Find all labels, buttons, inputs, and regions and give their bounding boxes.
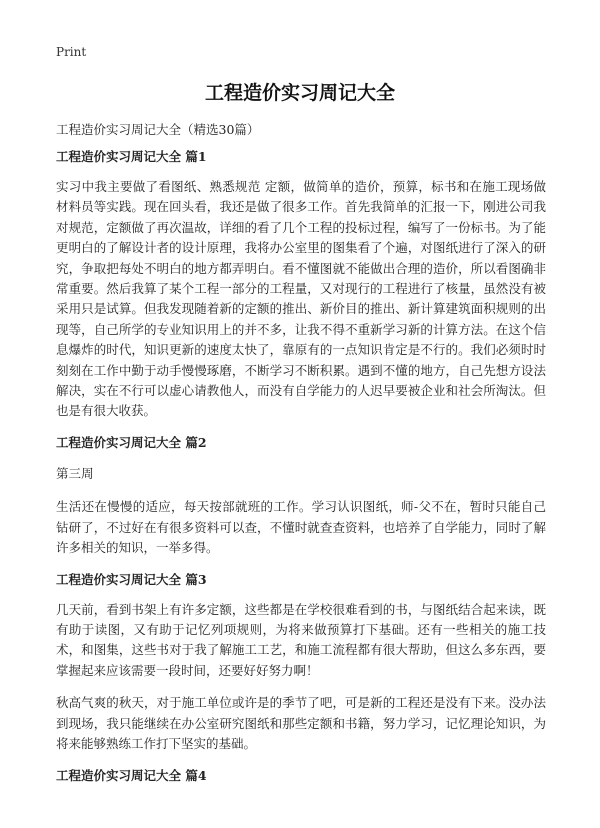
section-heading: 工程造价实习周记大全 篇3: [56, 571, 207, 587]
section-heading: 工程造价实习周记大全 篇1: [56, 149, 207, 164]
section-heading: 工程造价实习周记大全 篇2: [56, 434, 207, 450]
section-heading: 工程造价实习周记大全 篇4: [56, 768, 207, 784]
page-title: 工程造价实习周记大全: [204, 82, 395, 104]
print-label[interactable]: Print: [56, 45, 87, 59]
paragraph: 几天前，看到书架上有许多定额，这些都是在学校很难看到的书，与图纸结合起来读，既有助于读图，又有助于记忆列项规则，为将来做预算打下基础。还有一些相关的施工技术，和图集，这些书对于我了解施工工艺，和施工流程都有很大帮助，但这么多东西，要掌握起来应该需要一段时间，还要好好努力啊！: [56, 601, 546, 678]
paragraph: 生活还在慢慢的适应，每天按部就班的工作。学习认识图纸，师-父不在，暂时只能自己钻研了，不过好在有很多资料可以查，不懂时就查查资料，也培养了自学能力，同时了解许多相关的知识，一举多得。: [56, 499, 546, 556]
paragraph: 秋高气爽的秋天，对于施工单位或许是的季节了吧，可是新的工程还是没有下来。没办法到现场，我只能继续在办公室研究图纸和那些定额和书籍，努力学习，记忆理论知识，为将来能够熟练工作打下坚实的基础。: [56, 695, 546, 751]
article-body: [56, 147, 546, 786]
page-subtitle: 工程造价实习周记大全（精选30篇）: [56, 122, 260, 137]
paragraph: 第三周: [56, 465, 94, 481]
paragraph: 实习中我主要做了看图纸、熟悉规范 定额，做简单的造价，预算，标书和在施工现场做材料员等实践。现在回头看，我还是做了很多工作。首先我简单的汇报一下，刚进公司我对规范，定额做了再次温故，详细的看了几个工程的投标过程，编写了一份标书。为了能更明白的了解设计者的设计原理，我将办公室里的图集看了个遍，对图纸进行了深入的研究，争取把每处不明白的地方都弄明白。看不懂图就不能做出合理的造价，所以看图确非常重要。然后我算了某个工程一部分的工程量，又对现行的工程进行了核量，虽然没有被采用只是试算。但我发现随着新的定额的推出、新价目的推出、新计算建筑面积规则的出现等，自己所学的专业知识用上的并不多，让我不得不重新学习新的计算方法。在这个信息爆炸的时代，知识更新的速度太快了，靠原有的一点知识肯定是不行的。我们必须时时刻刻在工作中勤于动手慢慢琢磨，不断学习不断积累。遇到不懂的地方，自己先想方设法解决，实在不行可以虚心请教他人，而没有自学能力的人迟早要被企业和社会所淘汰。但也是有很大收获。: [56, 179, 546, 419]
